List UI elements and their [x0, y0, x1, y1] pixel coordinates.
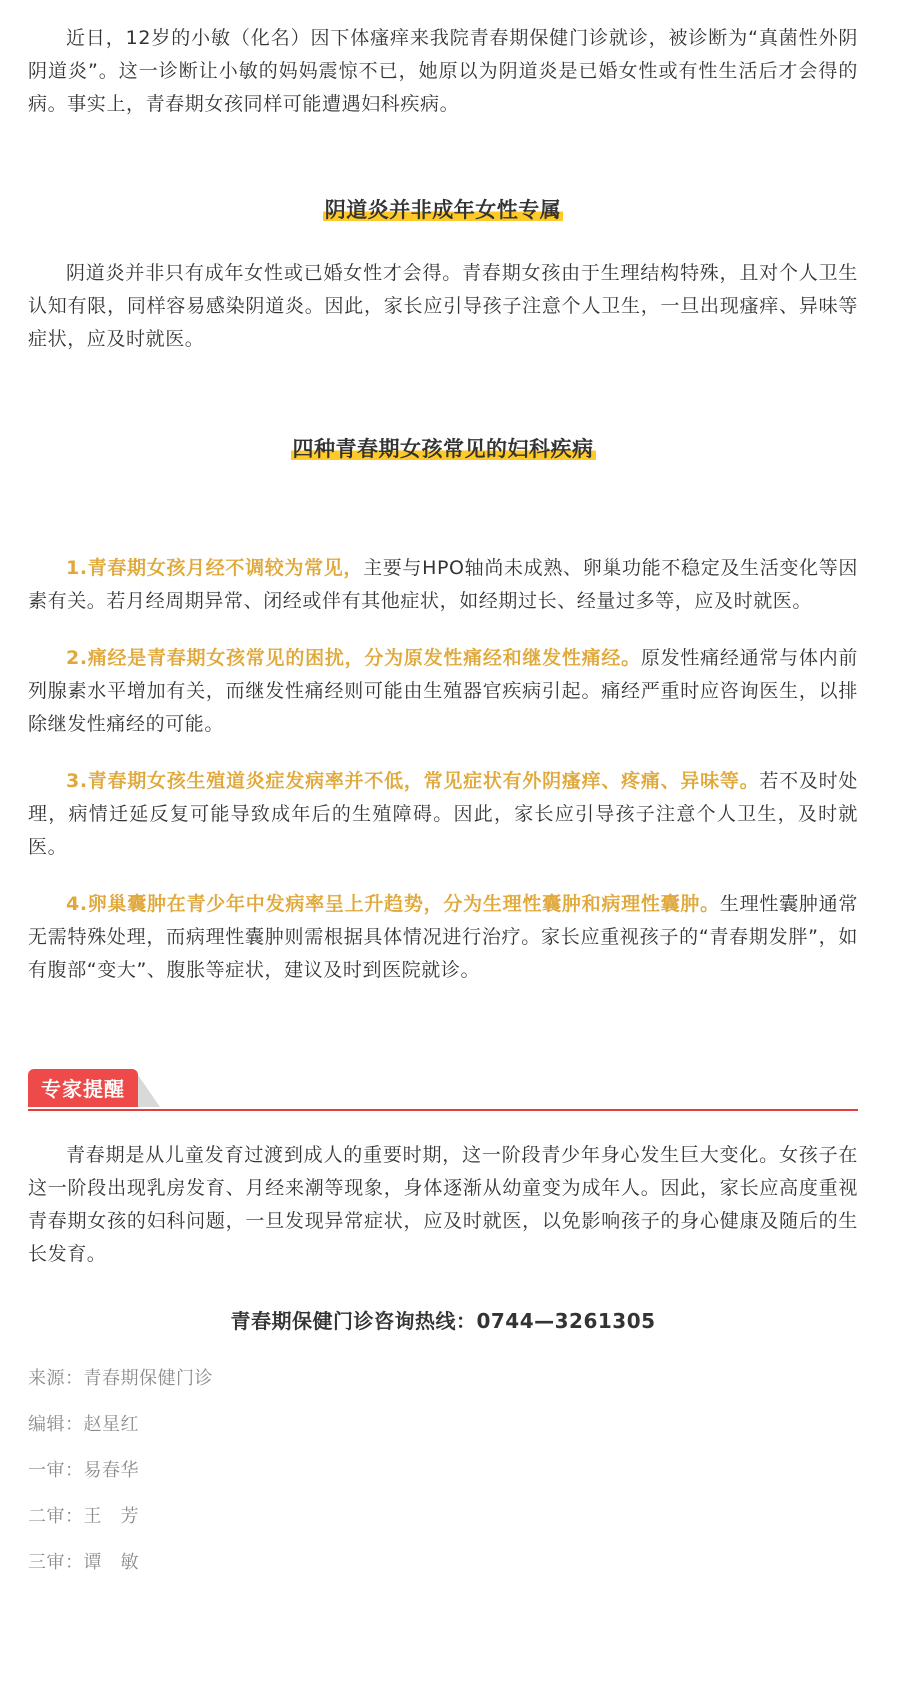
expert-tip-banner [28, 1069, 858, 1111]
section-heading-wrap [28, 197, 858, 223]
section-heading-four-diseases: 四种青春期女孩常见的妇科疾病 [292, 437, 594, 461]
disease-item-1-highlight: 1.青春期女孩月经不调较为常见， [66, 557, 364, 579]
disease-item-4-highlight: 4.卵巢囊肿在青少年中发病率呈上升趋势，分为生理性囊肿和病理性囊肿。 [66, 893, 720, 915]
disease-item-3-text: 若不及时处理，病情迁延反复可能导致成年后的生殖障碍。因此，家长应引导孩子注意个人卫生，及时就医。 [28, 770, 858, 858]
expert-tip-tag: 专家提醒 [28, 1069, 138, 1107]
consult-hotline: 青春期保健门诊咨询热线：0744—3261305 [230, 1309, 656, 1333]
disease-item-2-text: 原发性痛经通常与体内前列腺素水平增加有关，而继发性痛经则可能由生殖器官疾病引起。痛经严重时应咨询医生，以排除继发性痛经的可能。 [28, 647, 858, 735]
credit-editor: 编辑：赵星红 [28, 1414, 139, 1435]
credit-source: 来源：青春期保健门诊 [28, 1368, 213, 1389]
credit-second-review: 二审：王 芳 [28, 1506, 139, 1527]
intro-paragraph: 近日，12岁的小敏（化名）因下体瘙痒来我院青春期保健门诊就诊，被诊断为“真菌性外阴阴道炎”。这一诊断让小敏的妈妈震惊不已，她原以为阴道炎是已婚女性或有性生活后才会得的病。事实上，青春期女孩同样可能遭遇妇科疾病。 [28, 27, 858, 115]
disease-item-4-text: 生理性囊肿通常无需特殊处理，而病理性囊肿则需根据具体情况进行治疗。家长应重视孩子的“青春期发胖”，如有腹部“变大”、腹胀等症状，建议及时到医院就诊。 [28, 893, 859, 981]
expert-tip-paragraph: 青春期是从儿童发育过渡到成人的重要时期，这一阶段青少年身心发生巨大变化。女孩子在这一阶段出现乳房发育、月经来潮等现象，身体逐渐从幼童变为成年人。因此，家长应高度重视青春期女孩的妇科问题，一旦发现异常症状，应及时就医，以免影响孩子的身心健康及随后的生长发育。 [28, 1144, 858, 1265]
credit-first-review: 一审：易春华 [28, 1460, 139, 1481]
disease-item-2 [28, 642, 858, 741]
disease-item-2-highlight: 2.痛经是青春期女孩常见的困扰，分为原发性痛经和继发性痛经。 [66, 647, 641, 669]
disease-item-1 [28, 552, 858, 618]
disease-item-1-text: 主要与HPO轴尚未成熟、卵巢功能不稳定及生活变化等因素有关。若月经周期异常、闭经或伴有其他症状，如经期过长、经量过多等，应及时就医。 [28, 557, 858, 612]
section-heading-wrap [28, 436, 858, 462]
credit-third-review: 三审：谭 敏 [28, 1552, 139, 1573]
disease-item-3-highlight: 3.青春期女孩生殖道炎症发病率并不低，常见症状有外阴瘙痒、疼痛、异味等。 [66, 770, 760, 792]
disease-item-3 [28, 765, 858, 864]
disease-item-4 [28, 888, 858, 987]
section-heading-vaginitis: 阴道炎并非成年女性专属 [324, 198, 562, 222]
credits [28, 1368, 858, 1574]
article [28, 0, 858, 1574]
vaginitis-paragraph: 阴道炎并非只有成年女性或已婚女性才会得。青春期女孩由于生理结构特殊，且对个人卫生认知有限，同样容易感染阴道炎。因此，家长应引导孩子注意个人卫生，一旦出现瘙痒、异味等症状，应及时就医。 [28, 262, 858, 350]
expert-tip-fold-decoration [138, 1075, 160, 1107]
